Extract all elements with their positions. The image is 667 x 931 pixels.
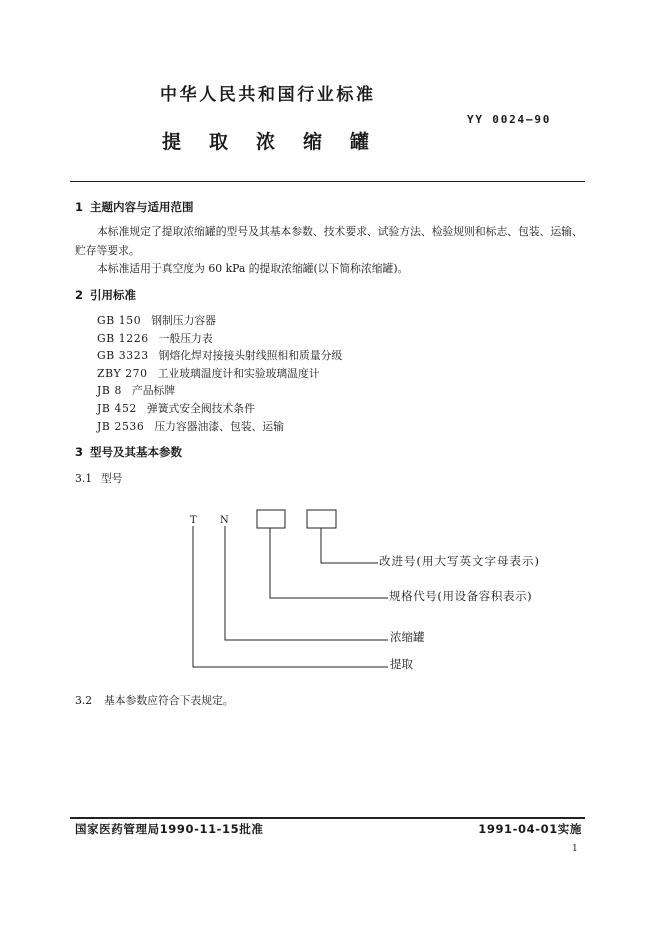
subsection-number: 3.2	[75, 694, 93, 707]
footer-divider	[70, 817, 585, 819]
revision-code-box	[307, 510, 336, 528]
org-title: 中华人民共和国行业标准	[160, 85, 376, 105]
subsection-3-2-heading	[75, 696, 234, 707]
section-title: 型号及其基本参数	[90, 445, 182, 459]
section-title: 主题内容与适用范围	[90, 200, 194, 214]
paragraph-1-line-1: 本标准规定了提取浓缩罐的型号及其基本参数、技术要求、试验方法、检验规则和标志、包装、运输、	[97, 225, 583, 238]
standard-number: YY 0024—90	[467, 113, 552, 126]
label-extract: 提取	[390, 657, 413, 671]
label-tank: 浓缩罐	[390, 630, 425, 644]
section-2-heading	[75, 290, 136, 302]
section-number: 3	[75, 445, 84, 459]
paragraph-2: 本标准适用于真空度为 60 kPa 的提取浓缩罐(以下简称浓缩罐)。	[97, 262, 409, 275]
tank-leader-line	[225, 526, 388, 640]
reference-code: GB 150	[97, 314, 142, 327]
revision-leader-line	[321, 528, 378, 563]
reference-code: JB 8	[97, 384, 122, 398]
reference-title: 弹簧式安全阀技术条件	[146, 401, 255, 415]
reference-code: ZBY 270	[97, 366, 148, 380]
letter-n: N	[220, 515, 229, 526]
reference-item	[97, 419, 342, 440]
paragraph-1-line-2: 贮存等要求。	[75, 244, 140, 257]
reference-title: 压力容器油漆、包装、运输	[154, 419, 284, 433]
section-number: 2	[75, 288, 84, 302]
reference-title: 钢熔化焊对接接头射线照相和质量分级	[158, 349, 343, 363]
reference-title: 工业玻璃温度计和实验玻璃温度计	[157, 366, 320, 380]
reference-code: JB 2536	[97, 419, 145, 433]
reference-title: 一般压力表	[158, 331, 213, 345]
reference-code: GB 1226	[97, 331, 149, 345]
reference-title: 钢制压力容器	[151, 314, 216, 327]
letter-t: T	[190, 515, 197, 526]
section-3-heading	[75, 447, 182, 459]
subsection-3-1-heading	[75, 474, 123, 485]
implementation-note: 1991-04-01实施	[478, 822, 582, 836]
approval-note: 国家医药管理局1990-11-15批准	[75, 822, 264, 836]
subsection-number: 3.1	[75, 472, 93, 485]
reference-code: GB 3323	[97, 349, 149, 363]
reference-title: 产品标牌	[131, 384, 176, 398]
spec-code-box	[257, 510, 285, 528]
subsection-title: 型号	[101, 472, 123, 485]
subsection-title: 基本参数应符合下表规定。	[104, 694, 234, 707]
reference-list	[97, 316, 342, 439]
label-revision: 改进号(用大写英文字母表示)	[379, 554, 540, 568]
section-title: 引用标准	[90, 288, 136, 302]
section-number: 1	[75, 200, 84, 214]
page-number: 1	[572, 844, 578, 854]
document-title: 提取浓缩罐	[162, 131, 398, 153]
label-spec: 规格代号(用设备容积表示)	[389, 589, 533, 603]
spec-leader-line	[270, 528, 388, 598]
header-divider	[70, 181, 585, 182]
section-1-heading	[75, 202, 194, 214]
reference-code: JB 452	[97, 401, 137, 415]
extract-leader-line	[193, 526, 388, 667]
